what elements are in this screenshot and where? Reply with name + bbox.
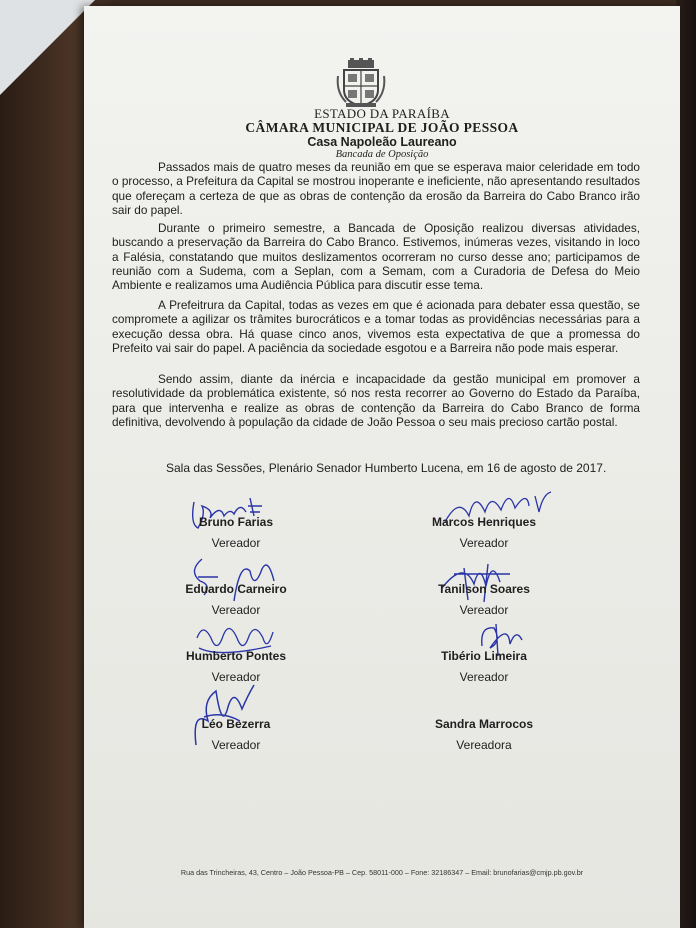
signatory-role: Vereador xyxy=(211,738,261,752)
signatory-role: Vereador xyxy=(459,536,509,550)
chamber-title: CÂMARA MUNICIPAL DE JOÃO PESSOA xyxy=(245,120,519,135)
state-title: ESTADO DA PARAÍBA xyxy=(314,106,450,121)
signature-scribble-icon xyxy=(434,554,524,604)
signatory-role: Vereador xyxy=(459,603,509,617)
signatory-name: Humberto Pontes xyxy=(185,649,286,663)
coat-of-arms-icon xyxy=(334,58,388,108)
signatory-name: Léo Bezerra xyxy=(201,717,271,731)
paragraph-2: Durante o primeiro semestre, a Bancada de Oposição realizou diversas atividades, buscando a preservação da Barreira do Cabo Branco. Estivemos, inúmeras vezes, visitando in loco a Falésia, constatando que muitos deslizamentos ocorreram no curso desse ano; participamos de reunião com a Sudema, com a Seplan, com a Semam, com a Curadoria de Defesa do Meio Ambiente e realizamos uma Audiência Pública para discutir esse tema. xyxy=(112,221,640,293)
house-title: Casa Napoleão Laureano xyxy=(307,135,457,149)
signatory-role: Vereador xyxy=(459,670,509,684)
signatory-name: Sandra Marrocos xyxy=(434,717,534,731)
group-subtitle: Bancada de Oposição xyxy=(335,149,429,160)
signatory-name: Tanilson Soares xyxy=(438,582,530,596)
signatory-role: Vereador xyxy=(211,603,261,617)
closing-line: Sala das Sessões, Plenário Senador Humberto Lucena, em 16 de agosto de 2017. xyxy=(166,461,607,475)
signatory-role: Vereadora xyxy=(456,738,512,752)
signatory-role: Vereador xyxy=(211,536,261,550)
paragraph-1: Passados mais de quatro meses da reunião em que se esperava maior celeridade em todo o processo, a Prefeitura da Capital se mostrou inoperante e ineficiente, não apresentando resultados que ofereçam a certeza de que as obras de contenção da erosão da Barreira do Cabo Branco irão sair do papel. xyxy=(112,160,640,217)
signatory-name: Marcos Henriques xyxy=(431,515,537,529)
footer-address: Rua das Trincheiras, 43, Centro – João Pessoa-PB – Cep. 58011-000 – Fone: 32186347 – Email: brunofarias@cmjp.pb.gov.br xyxy=(180,868,584,877)
signature-scribble-icon xyxy=(184,551,304,606)
paragraph-4: Sendo assim, diante da inércia e incapacidade da gestão municipal em promover a resolutividade da problemática existente, só nos resta recorrer ao Governo do Estado da Paraíba, para que intervenha e realize as obras de contenção da Barreira do Cabo Branco de forma definitiva, devolvendo à população da cidade de João Pessoa o seu mais precioso cartão postal. xyxy=(112,372,640,429)
signatory-name: Bruno Farias xyxy=(198,515,273,529)
signatory-name: Tibério Limeira xyxy=(441,649,527,663)
corner-paper xyxy=(0,0,95,95)
signatory-name: Eduardo Carneiro xyxy=(185,582,287,596)
signatory-role: Vereador xyxy=(211,670,261,684)
document-sheet xyxy=(84,6,680,928)
paragraph-3: A Prefeitrura da Capital, todas as vezes em que é acionada para debater essa questão, se compromete a agilizar os trâmites burocráticos e a tomar todas as providências necessárias para a execução dessa obra. Há quase cinco anos, vivemos esta expectativa de que a promessa do Prefeito vai sair do papel. A paciência da sociedade esgotou e a Barreira não pode mais esperar. xyxy=(112,298,640,355)
